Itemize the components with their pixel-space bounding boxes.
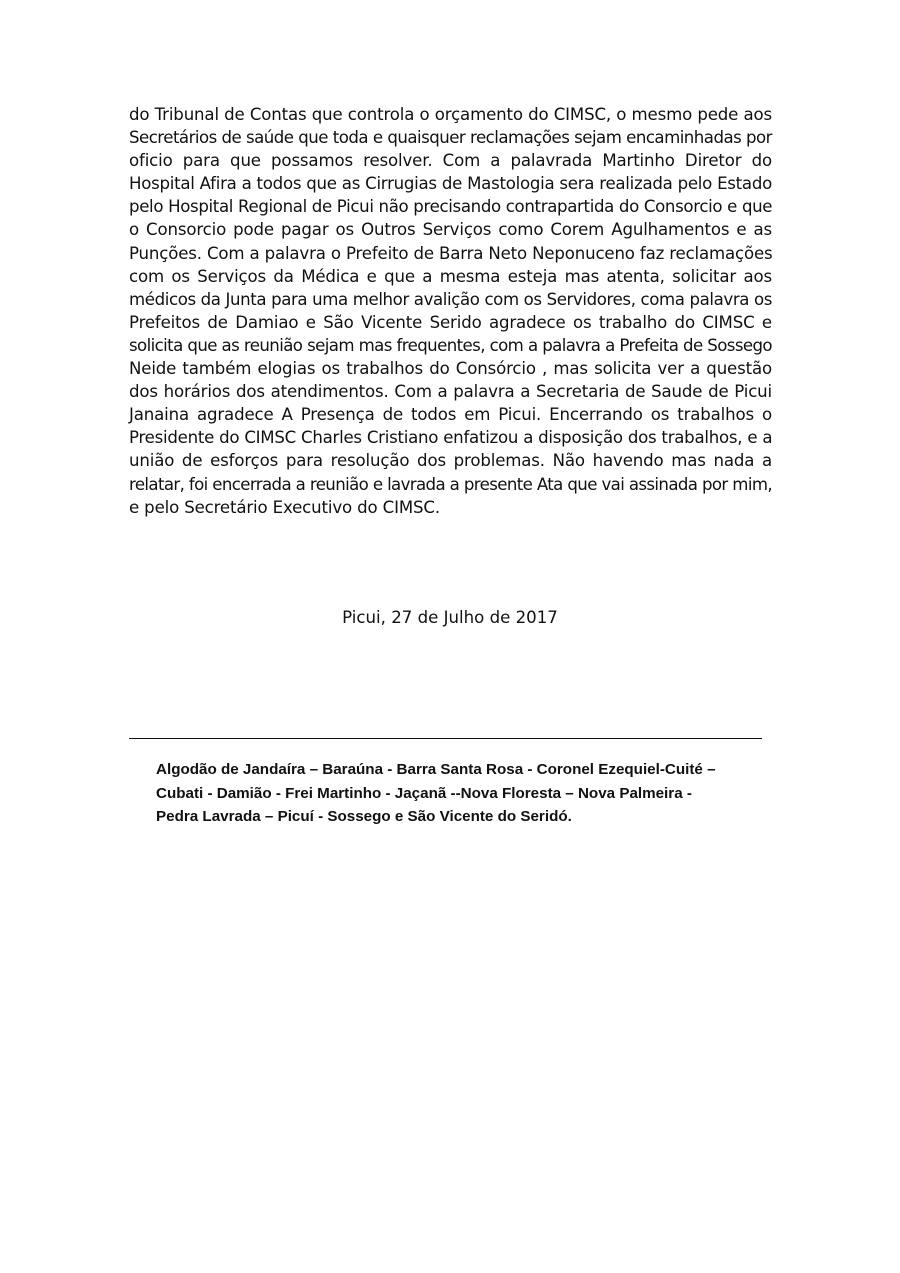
footer-line: Pedra Lavrada – Picuí - Sossego e São Vicente do Seridó.: [156, 808, 572, 825]
body-line: Janaina agradece A Presença de todos em Picui. Encerrando os trabalhos o: [129, 405, 772, 425]
body-line-last: e pelo Secretário Executivo do CIMSC.: [129, 497, 440, 517]
minutes-body-paragraph: [129, 103, 772, 519]
body-line: Secretários de saúde que toda e quaisquer reclamações sejam encaminhadas por: [129, 128, 772, 148]
date-line: Picui, 27 de Julho de 2017: [342, 608, 558, 627]
body-line: com os Serviços da Médica e que a mesma esteja mas atenta, solicitar aos: [129, 266, 772, 286]
footer-line: Cubati - Damião - Frei Martinho - Jaçanã --Nova Floresta – Nova Palmeira -: [156, 784, 692, 802]
body-line: dos horários dos atendimentos. Com a palavra a Secretaria de Saude de Picui: [129, 382, 772, 402]
body-line: Punções. Com a palavra o Prefeito de Barra Neto Neponuceno faz reclamações: [129, 243, 773, 263]
body-line: Presidente do CIMSC Charles Cristiano enfatizou a disposição dos trabalhos, e a: [129, 428, 773, 448]
body-line: oficio para que possamos resolver. Com a palavrada Martinho Diretor do: [129, 151, 772, 171]
body-line: relatar, foi encerrada a reunião e lavrada a presente Ata que vai assinada por mim,: [129, 474, 773, 494]
body-line: médicos da Junta para uma melhor avalição com os Servidores, coma palavra os: [129, 289, 772, 309]
body-line: o Consorcio pode pagar os Outros Serviços como Corem Agulhamentos e as: [129, 220, 772, 240]
body-line: solicita que as reunião sejam mas frequentes, com a palavra a Prefeita de Sossego: [129, 335, 772, 355]
body-line: Prefeitos de Damiao e São Vicente Serido agradece os trabalho do CIMSC e: [129, 312, 772, 332]
body-line: do Tribunal de Contas que controla o orçamento do CIMSC, o mesmo pede aos: [129, 105, 772, 124]
footer-divider: [129, 738, 762, 739]
body-line: Neide também elogias os trabalhos do Consórcio , mas solicita ver a questão: [129, 359, 772, 379]
body-line: união de esforços para resolução dos problemas. Não havendo mas nada a: [129, 451, 772, 471]
footer-line: Algodão de Jandaíra – Baraúna - Barra Santa Rosa - Coronel Ezequiel-Cuité –: [156, 761, 716, 778]
body-line: pelo Hospital Regional de Picui não precisando contrapartida do Consorcio e que: [129, 197, 773, 217]
footer-municipalities: [156, 758, 776, 829]
body-line: Hospital Afira a todos que as Cirrugias de Mastologia sera realizada pelo Estado: [129, 174, 772, 194]
